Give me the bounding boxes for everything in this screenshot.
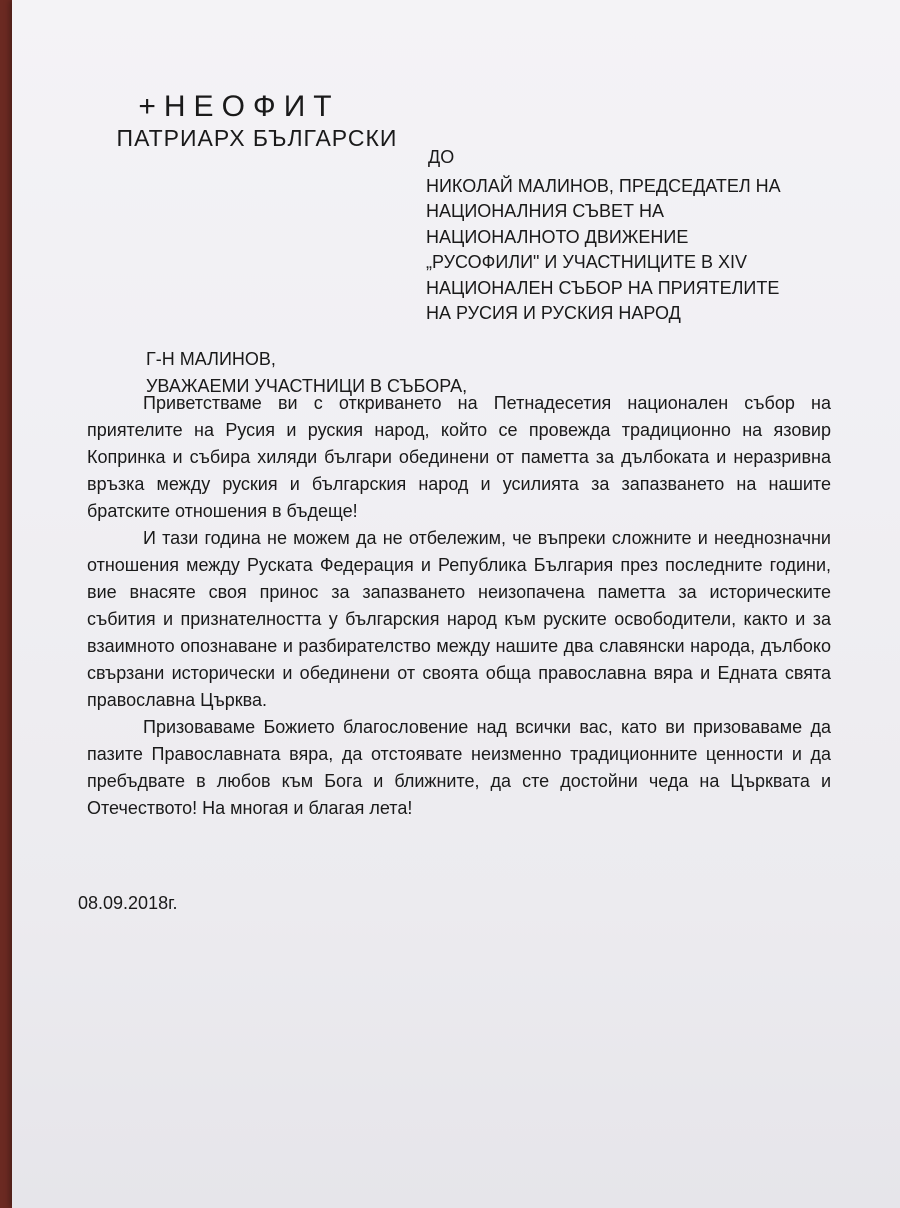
sender-name: +НЕОФИТ — [138, 90, 340, 123]
sender-title: ПАТРИАРХ БЪЛГАРСКИ — [116, 125, 398, 151]
recipient-block — [426, 145, 846, 327]
recipient-line: НАЦИОНАЛНИЯ СЪВЕТ НА — [426, 201, 665, 221]
body-paragraph-2: И тази година не можем да не отбележим, че въпреки сложните и нееднозначни отношения между Руската Федерация и Република България през последните години, вие внасяте своя принос за запазването неизопачена паметта за историческите събития и признателността у българския народ към руските освободители, както и за взаимното опознаване и разбирателство между нашите два славянски народа, дълбоко свързани исторически и обединени от своята обща православна вяра и Едната свята православна Църква. — [87, 528, 831, 710]
salutation-addressee: Г-Н МАЛИНОВ, — [146, 349, 276, 369]
recipient-line: „РУСОФИЛИ" И УЧАСТНИЦИТЕ В XIV — [426, 252, 747, 272]
recipient-line: НА РУСИЯ И РУСКИЯ НАРОД — [426, 303, 681, 323]
recipient-line: НИКОЛАЙ МАЛИНОВ, ПРЕДСЕДАТЕЛ НА — [426, 175, 781, 196]
body-paragraph-3: Призоваваме Божието благословение над всички вас, като ви призоваваме да пазите Православната вяра, да отстоявате неизменно традиционните ценности и да пребъдвате в любов към Бога и ближните, да сте достойни чеда на Църквата и Отечеството! На многая и благая лета! — [87, 717, 831, 818]
letter-date: 08.09.2018г. — [78, 893, 178, 913]
sender-block — [104, 90, 414, 152]
body-paragraph-1: Приветстваме ви с откриването на Петнадесетия национален събор на приятелите на Русия и руския народ, който се провежда традиционно на язовир Копринка и събира хиляди българи обединени от паметта за дълбоката и неразривна връзка между руския и българския народ и усилията за запазването на нашите братските отношения в бъдеще! — [87, 393, 831, 521]
recipient-line: НАЦИОНАЛЕН СЪБОР НА ПРИЯТЕЛИТЕ — [426, 277, 780, 298]
salutation-participants: УВАЖАЕМИ УЧАСТНИЦИ В СЪБОРА, — [146, 376, 468, 396]
letter-body — [87, 390, 831, 822]
recipient-to: ДО — [428, 147, 455, 167]
recipient-line: НАЦИОНАЛНОТО ДВИЖЕНИЕ — [426, 226, 689, 247]
letter-page — [12, 0, 900, 1208]
